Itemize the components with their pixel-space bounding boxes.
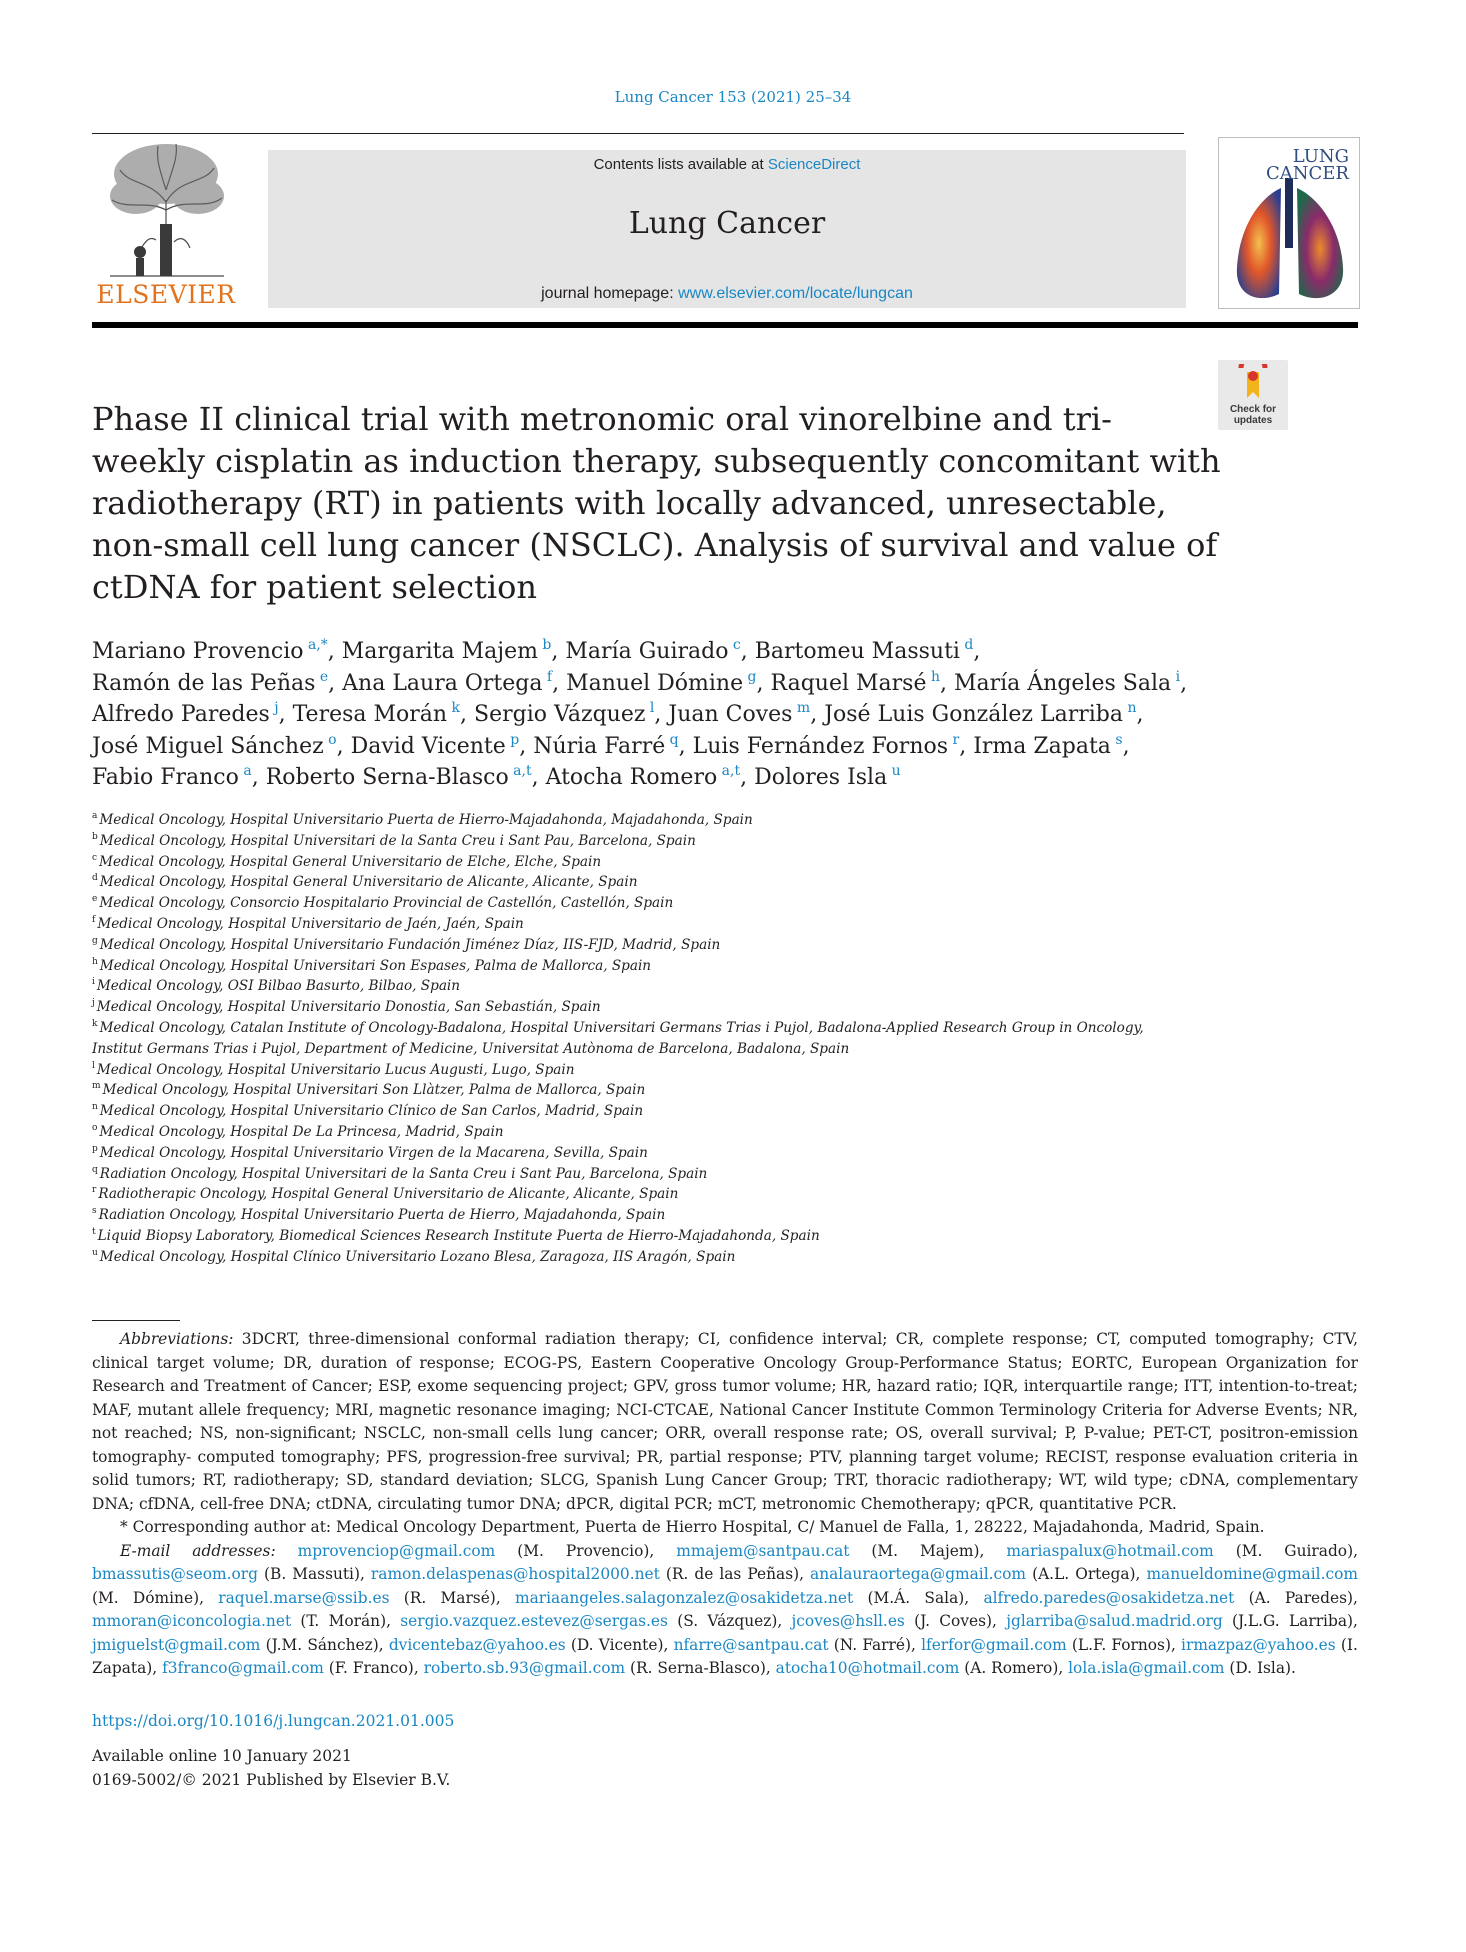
- publication-info: [92, 1745, 450, 1792]
- email-owner: (R. de las Peñas): [665, 1565, 800, 1583]
- author-name: Irma Zapata: [973, 733, 1111, 759]
- author: [92, 668, 329, 696]
- abbreviations-note: [92, 1328, 1358, 1516]
- email-link[interactable]: lola.isla@gmail.com: [1068, 1659, 1225, 1677]
- affiliation-item: [92, 1164, 1192, 1185]
- email-link[interactable]: analauraortega@gmail.com: [810, 1565, 1027, 1583]
- affiliation-text: Medical Oncology, Hospital Universitario Lucus Augusti, Lugo, Spain: [96, 1061, 575, 1078]
- author-affiliation-marker[interactable]: a: [238, 763, 252, 779]
- affiliation-item: [92, 976, 1192, 997]
- author: [973, 731, 1123, 759]
- author: [546, 765, 741, 790]
- email-link[interactable]: alfredo.paredes@osakidetza.net: [983, 1588, 1235, 1607]
- email-link[interactable]: manueldomine@gmail.com: [1146, 1565, 1358, 1583]
- author-affiliation-marker[interactable]: m: [792, 700, 811, 716]
- contents-line: [268, 156, 1186, 173]
- affiliation-text: Radiotherapic Oncology, Hospital General Universitario de Alicante, Alicante, Spain: [98, 1186, 679, 1203]
- author-list: Mariano Provencio $^{a,*}$, Margarita Majem $^b$, María Guirado $^c$, Bartomeu Massuti $^d$, Ramón de las Peñas $^e$, Ana Laura Ortega $^f$, Manuel Dómine $^g$, Raquel Marsé $^h$, María Ángeles Sala $^i$, Alfredo Paredes $^j$, Teresa Morán $^k$, Sergio Vázquez $^l$, Juan Coves $^m$, José Luis González Larriba $^n$, José Miguel Sánchez $^o$, David Vicente $^p$, Núria Farré $^q$, Luis Fernández Fornos $^r$, Irma Zapata $^s$, Fabio Franco $^a$, Roberto Serna-Blasco $^{a,t}$, Atocha Romero $^{a,t}$, Dolores Isla $^u$: [92, 637, 1188, 790]
- affiliation-key: l: [92, 1060, 95, 1071]
- check-updates-line1: Check for: [1229, 404, 1277, 415]
- elsevier-logo[interactable]: [92, 140, 240, 310]
- email-owner: (J. Coves): [914, 1612, 993, 1630]
- email-link[interactable]: sergio.vazquez.estevez@sergas.es: [400, 1612, 668, 1630]
- email-link[interactable]: f3franco@gmail.com: [162, 1659, 324, 1677]
- author-name: Raquel Marsé: [770, 670, 927, 696]
- affiliation-text: Medical Oncology, Hospital Universitario Virgen de la Macarena, Sevilla, Spain: [99, 1144, 648, 1161]
- affiliation-item: [92, 1184, 1192, 1205]
- abbreviations-label: Abbreviations:: [120, 1330, 234, 1348]
- affiliation-key: g: [92, 935, 98, 946]
- author-name: Fabio Franco: [92, 765, 239, 790]
- author-affiliation-marker[interactable]: k: [447, 700, 461, 716]
- affiliation-key: q: [92, 1164, 98, 1175]
- email-owner: (J.L.G. Larriba): [1232, 1612, 1354, 1630]
- contents-prefix: Contents lists available at: [593, 156, 768, 173]
- email-link[interactable]: mariaangeles.salagonzalez@osakidetza.net: [514, 1588, 854, 1607]
- author-name: Sergio Vázquez: [474, 702, 646, 727]
- email-owner: (B. Massuti): [264, 1565, 360, 1583]
- author-name: Bartomeu Massuti: [754, 639, 960, 664]
- email-link[interactable]: mprovenciop@gmail.com: [297, 1541, 496, 1560]
- email-owner: (M. Dómine): [92, 1588, 200, 1607]
- author-name: Margarita Majem: [341, 639, 538, 664]
- affiliation-text: Medical Oncology, Hospital Universitari de la Santa Creu i Sant Pau, Barcelona, Spain: [99, 832, 696, 849]
- email-owner: (D. Isla).: [1229, 1659, 1296, 1677]
- cover-title-line1: LUNG: [1292, 146, 1349, 167]
- sciencedirect-link[interactable]: ScienceDirect: [767, 156, 861, 173]
- author: [668, 702, 810, 727]
- abbreviations-text: 3DCRT, three-dimensional conformal radiation therapy; CI, confidence interval; CR, complete response; CT, computed tomography; CTV, clinical target volume; DR, duration of response; ECOG-PS, Eastern Cooperative Oncology Group-Performance Status; EORTC, European Organization for Research and Treatment of Cancer; ESP, exome sequencing project; GPV, gross tumor volume; HR, hazard ratio; IQR, interquartile range; ITT, intention-to-treat; MAF, mutant allele frequency; MRI, magnetic resonance imaging; NCI-CTCAE, National Cancer Institute Common Terminology Criteria for Adverse Events; NR, not reached; NS, non-significant; NSCLC, non-small cells lung cancer; ORR, overall response rate; OS, overall survival; P, P-value; PET-CT, positron-emission tomography- computed tomography; PFS, progression-free survival; PR, partial response; PTV, planning target volume; RECIST, response evaluation criteria in solid tumors; RT, radiotherapy; SD, standard deviation; SLCG, Spanish Lung Cancer Group; TRT, thoracic radiotherapy; WT, wild type; cDNA, complementary DNA; cfDNA, cell-free DNA; ctDNA, circulating tumor DNA; dPCR, digital PCR; mCT, metronomic Chemotherapy; qPCR, quantitative PCR.: [92, 1330, 1358, 1513]
- affiliation-text: Liquid Biopsy Laboratory, Biomedical Sciences Research Institute Puerta de Hierro-Majadahonda, Spain: [97, 1227, 820, 1244]
- author: [350, 731, 520, 759]
- affiliation-item: [92, 893, 1192, 914]
- affiliation-key: o: [92, 1122, 98, 1133]
- affiliation-key: e: [92, 894, 98, 905]
- affiliation-item: [92, 1080, 1192, 1101]
- email-owner: (A. Romero): [964, 1659, 1059, 1677]
- author-name: Manuel Dómine: [566, 670, 744, 696]
- copyright-line: 0169-5002/© 2021 Published by Elsevier B.V.: [92, 1770, 451, 1789]
- author: [293, 702, 460, 727]
- email-link[interactable]: mmajem@santpau.cat: [676, 1541, 850, 1560]
- author-affiliation-marker[interactable]: i: [1171, 668, 1181, 685]
- journal-name: Lung Cancer: [628, 206, 826, 241]
- author: [92, 765, 252, 790]
- affiliation-text: Medical Oncology, Hospital Universitario Puerta de Hierro-Majadahonda, Majadahonda, Spain: [99, 812, 753, 828]
- email-link[interactable]: lferfor@gmail.com: [921, 1635, 1067, 1654]
- affiliation-text: Medical Oncology, Consorcio Hospitalario Provincial de Castellón, Castellón, Spain: [99, 895, 674, 912]
- author-name: Mariano Provencio: [92, 639, 304, 664]
- email-owner: (L.F. Fornos): [1071, 1635, 1171, 1654]
- affiliation-key: t: [92, 1226, 96, 1237]
- affiliation-key: f: [92, 914, 96, 925]
- affiliation-text: Medical Oncology, Hospital General Universitario de Alicante, Alicante, Spain: [99, 874, 638, 891]
- email-link[interactable]: nfarre@santpau.cat: [673, 1635, 829, 1654]
- author: [266, 765, 532, 790]
- author: [533, 731, 679, 759]
- author: [92, 639, 328, 664]
- email-owner: (D. Vicente): [570, 1635, 664, 1654]
- email-owner: (I. Zapata): [92, 1635, 1358, 1677]
- affiliation-item: [92, 1247, 1192, 1268]
- affiliation-item: [92, 1018, 1192, 1060]
- author: [953, 668, 1181, 696]
- email-owner: (M. Provencio): [517, 1541, 650, 1560]
- article-title: Phase II clinical trial with metronomic oral vinorelbine and tri-weekly cisplatin as induction therapy, subsequently concomitant with radiotherapy (RT) in patients with locally advanced, unresectable, non-small cell lung cancer (NSCLC). Analysis of survival and value of ctDNA for patient selection: [92, 400, 1221, 606]
- email-owner: (R. Serna-Blasco): [629, 1659, 766, 1677]
- journal-header-band: [268, 150, 1186, 308]
- email-link[interactable]: dvicentebaz@yahoo.es: [388, 1635, 566, 1654]
- header-top-rule: [92, 133, 1184, 134]
- affiliation-key: s: [92, 1206, 97, 1217]
- corresponding-author-note: * Corresponding author at: Medical Oncology Department, Puerta de Hierro Hospital, C/ Manuel de Falla, 1, 28222, Majadahonda, Madrid, Spain.: [120, 1518, 1265, 1536]
- lung-cover-art-icon: [1219, 178, 1359, 308]
- email-owner: (A.L. Ortega): [1032, 1565, 1136, 1583]
- affiliation-item: [92, 914, 1192, 935]
- affiliation-text: Medical Oncology, Catalan Institute of Oncology-Badalona, Hospital Universitari Germans Trias i Pujol, Badalona-Applied Research Group in Oncology, Institut Germans Trias i Pujol, Department of Medicine, Universitat Autònoma de Barcelona, Badalona, Spain: [92, 1019, 1144, 1057]
- author-affiliation-marker[interactable]: h: [926, 668, 940, 685]
- affiliation-item: [92, 1060, 1192, 1081]
- affiliation-text: Medical Oncology, Hospital De La Princesa, Madrid, Spain: [99, 1123, 504, 1140]
- email-owner: (S. Vázquez): [677, 1612, 778, 1630]
- author-affiliation-marker[interactable]: r: [948, 731, 960, 748]
- author: [755, 639, 974, 664]
- author-name: Dolores Isla: [754, 765, 888, 790]
- author-affiliation-marker[interactable]: a,t: [717, 763, 741, 779]
- journal-reference[interactable]: Lung Cancer 153 (2021) 25–34: [614, 88, 852, 106]
- affiliation-item: [92, 1101, 1192, 1122]
- affiliation-key: c: [92, 852, 98, 863]
- email-addresses-note: E-mail addresses: mprovenciop@gmail.com (M. Provencio), mmajem@santpau.cat (M. Majem), mariaspalux@hotmail.com (M. Guirado), bmassutis@seom.org (B. Massuti), ramon.delaspenas@hospital2000.net (R. de las Peñas), analauraortega@gmail.com (A.L. Ortega), manueldomine@gmail.com (M. Dómine), raquel.marse@ssib.es (R. Marsé), mariaangeles.salagonzalez@osakidetza.net (M.Á. Sala), alfredo.paredes@osakidetza.net (A. Paredes), mmoran@iconcologia.net (T. Morán), sergio.vazquez.estevez@sergas.es (S. Vázquez), jcoves@hsll.es (J. Coves), jglarriba@salud.madrid.org (J.L.G. Larriba), jmiguelst@gmail.com (J.M. Sánchez), dvicentebaz@yahoo.es (D. Vicente), nfarre@santpau.cat (N. Farré), lferfor@gmail.com (L.F. Fornos), irmazpaz@yahoo.es (I. Zapata), f3franco@gmail.com (F. Franco), roberto.sb.93@gmail.com (R. Serna-Blasco), atocha10@hotmail.com (A. Romero), lola.isla@gmail.com (D. Isla).: [92, 1541, 1358, 1677]
- email-link[interactable]: roberto.sb.93@gmail.com: [423, 1659, 626, 1677]
- elsevier-wordmark: ELSEVIER: [96, 280, 236, 309]
- affiliation-key: a: [92, 811, 98, 821]
- author-name: Ana Laura Ortega: [342, 670, 543, 696]
- author-affiliation-marker[interactable]: b: [537, 637, 552, 653]
- header-thick-rule: [92, 322, 1358, 328]
- journal-homepage-link[interactable]: www.elsevier.com/locate/lungcan: [678, 285, 913, 302]
- author-affiliation-marker[interactable]: n: [1123, 700, 1137, 716]
- author-name: Atocha Romero: [545, 765, 718, 790]
- author: [92, 731, 337, 759]
- author: [692, 731, 960, 759]
- author-name: Alfredo Paredes: [92, 702, 270, 727]
- email-link[interactable]: mmoran@iconcologia.net: [92, 1612, 292, 1630]
- author-affiliation-marker[interactable]: g: [743, 668, 757, 685]
- affiliation-text: Medical Oncology, Hospital Universitari Son Llàtzer, Palma de Mallorca, Spain: [102, 1082, 646, 1099]
- email-owner: (T. Morán): [300, 1612, 387, 1630]
- author-affiliation-marker[interactable]: u: [887, 763, 901, 779]
- affiliation-key: b: [92, 831, 98, 842]
- affiliation-key: m: [92, 1081, 101, 1092]
- affiliation-key: p: [92, 1143, 98, 1154]
- email-owner: (A. Paredes): [1248, 1588, 1354, 1607]
- email-owner: (M. Guirado): [1235, 1541, 1354, 1560]
- affiliation-text: Medical Oncology, Hospital Universitario Donostia, San Sebastián, Spain: [96, 999, 601, 1016]
- available-online: Available online 10 January 2021: [92, 1747, 352, 1765]
- homepage-line: [268, 285, 1186, 303]
- affiliation-key: r: [92, 1185, 97, 1196]
- email-owner: (J.M. Sánchez): [265, 1635, 379, 1654]
- author-name: Juan Coves: [668, 702, 793, 727]
- affiliation-text: Medical Oncology, Hospital Universitario Clínico de San Carlos, Madrid, Spain: [99, 1103, 644, 1120]
- author-affiliation-marker[interactable]: f: [542, 668, 553, 685]
- author-affiliation-marker[interactable]: j: [269, 700, 279, 716]
- author: [342, 668, 553, 696]
- affiliation-item: [92, 1143, 1192, 1164]
- email-link[interactable]: mariaspalux@hotmail.com: [1006, 1541, 1214, 1560]
- affiliation-list: [92, 810, 1192, 1268]
- email-link[interactable]: irmazpaz@yahoo.es: [1181, 1635, 1336, 1654]
- author: [342, 639, 552, 664]
- author-name: David Vicente: [350, 733, 506, 759]
- author-affiliation-marker[interactable]: a,*: [303, 637, 328, 653]
- footnotes: [92, 1328, 1358, 1681]
- check-for-updates-button[interactable]: [1218, 360, 1288, 430]
- affiliation-item: [92, 1226, 1192, 1247]
- author-name: Luis Fernández Fornos: [692, 733, 949, 759]
- author-affiliation-marker[interactable]: d: [959, 637, 974, 653]
- elsevier-tree-icon: [100, 140, 232, 278]
- affiliation-text: Radiation Oncology, Hospital Universitario Puerta de Hierro, Majadahonda, Spain: [98, 1207, 666, 1224]
- author: [474, 702, 654, 727]
- affiliation-item: [92, 872, 1192, 893]
- email-link[interactable]: jcoves@hsll.es: [791, 1612, 905, 1630]
- author-affiliation-marker[interactable]: p: [505, 731, 520, 748]
- affiliation-item: [92, 1122, 1192, 1143]
- email-link[interactable]: raquel.marse@ssib.es: [218, 1588, 390, 1607]
- author: [770, 668, 940, 696]
- homepage-prefix: journal homepage:: [541, 285, 679, 302]
- check-updates-line2: updates: [1233, 415, 1273, 426]
- footnote-rule: [92, 1320, 180, 1321]
- author-name: José Miguel Sánchez: [92, 733, 324, 759]
- affiliation-text: Radiation Oncology, Hospital Universitari de la Santa Creu i Sant Pau, Barcelona, Spain: [99, 1165, 708, 1182]
- affiliation-item: [92, 831, 1192, 852]
- author: [92, 702, 279, 727]
- cover-title: [1266, 148, 1349, 182]
- affiliation-item: [92, 810, 1192, 831]
- author: [754, 765, 901, 790]
- affiliation-item: [92, 956, 1192, 977]
- author-name: Ramón de las Peñas: [92, 670, 316, 696]
- crossmark-icon: [1238, 364, 1268, 400]
- affiliation-key: u: [92, 1247, 98, 1258]
- affiliation-key: d: [92, 873, 98, 884]
- affiliation-item: [92, 852, 1192, 873]
- email-owner: (M. Majem): [871, 1541, 980, 1560]
- affiliation-key: k: [92, 1018, 98, 1029]
- author-affiliation-marker[interactable]: e: [315, 668, 329, 685]
- author: [566, 668, 757, 696]
- author-name: José Luis González Larriba: [824, 702, 1123, 727]
- author-affiliation-marker[interactable]: o: [323, 731, 337, 748]
- author-name: Núria Farré: [533, 733, 666, 759]
- email-link[interactable]: bmassutis@seom.org: [92, 1565, 258, 1583]
- email-link[interactable]: jglarriba@salud.madrid.org: [1006, 1612, 1223, 1630]
- doi-link[interactable]: https://doi.org/10.1016/j.lungcan.2021.01.005: [92, 1712, 455, 1730]
- email-owner: (R. Marsé): [403, 1588, 496, 1607]
- affiliation-key: h: [92, 956, 98, 967]
- author-affiliation-marker[interactable]: q: [665, 731, 679, 748]
- email-link[interactable]: atocha10@hotmail.com: [775, 1659, 960, 1677]
- affiliation-item: [92, 935, 1192, 956]
- email-owner: (N. Farré): [833, 1635, 911, 1654]
- author: [824, 702, 1136, 727]
- author: [565, 639, 740, 664]
- email-owner: (F. Franco): [328, 1659, 414, 1677]
- author-name: María Ángeles Sala: [953, 670, 1172, 696]
- author-affiliation-marker[interactable]: c: [728, 637, 741, 653]
- affiliation-text: Medical Oncology, Hospital Universitario Fundación Jiménez Díaz, IIS-FJD, Madrid, Spain: [99, 936, 721, 953]
- affiliation-item: [92, 1205, 1192, 1226]
- author-name: María Guirado: [565, 639, 729, 664]
- affiliation-key: i: [92, 977, 95, 988]
- affiliation-text: Medical Oncology, OSI Bilbao Basurto, Bilbao, Spain: [96, 978, 461, 995]
- affiliation-key: n: [92, 1102, 98, 1113]
- email-owner: (M.Á. Sala): [867, 1588, 965, 1607]
- email-link[interactable]: jmiguelst@gmail.com: [92, 1635, 261, 1654]
- email-link[interactable]: ramon.delaspenas@hospital2000.net: [370, 1565, 660, 1583]
- affiliation-text: Medical Oncology, Hospital Universitari Son Espases, Palma de Mallorca, Spain: [99, 957, 652, 974]
- affiliation-text: Medical Oncology, Hospital Clínico Universitario Lozano Blesa, Zaragoza, IIS Aragón, Spain: [99, 1248, 736, 1265]
- author-affiliation-marker[interactable]: a,t: [508, 763, 532, 779]
- affiliation-key: j: [92, 998, 95, 1009]
- email-label: E-mail addresses:: [120, 1541, 276, 1560]
- author-name: Roberto Serna-Blasco: [265, 765, 509, 790]
- journal-cover-thumbnail[interactable]: [1218, 137, 1360, 309]
- author-name: Teresa Morán: [292, 702, 448, 727]
- check-for-updates-label: [1218, 404, 1288, 426]
- cover-title-line2: CANCER: [1266, 163, 1349, 184]
- affiliation-text: Medical Oncology, Hospital General Universitario de Elche, Elche, Spain: [99, 853, 602, 870]
- author-affiliation-marker[interactable]: s: [1110, 731, 1123, 748]
- affiliation-text: Medical Oncology, Hospital Universitario de Jaén, Jaén, Spain: [97, 915, 524, 932]
- affiliation-item: [92, 997, 1192, 1018]
- author-affiliation-marker[interactable]: l: [645, 700, 655, 716]
